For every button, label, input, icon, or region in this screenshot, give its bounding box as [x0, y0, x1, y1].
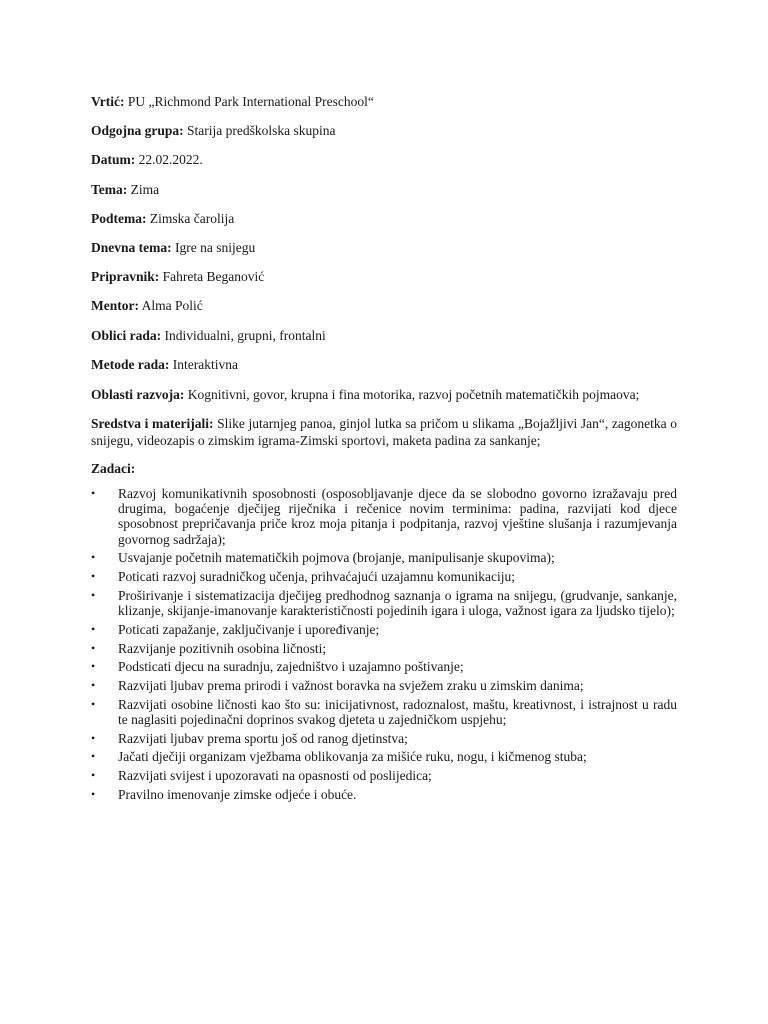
field-row [91, 240, 677, 255]
field-row [91, 211, 677, 226]
bullet-icon: • [91, 485, 96, 500]
field-label: Metode rada: [91, 356, 170, 372]
bullet-icon: • [91, 696, 96, 711]
list-item-text: Podsticati djecu na suradnju, zajedništvo i uzajamno poštivanje; [118, 659, 464, 675]
field-value: Individualni, grupni, frontalni [161, 327, 326, 343]
list-item-text: Poticati zapažanje, zaključivanje i upoređivanje; [118, 621, 380, 637]
header-fields [91, 94, 677, 372]
bullet-icon: • [91, 749, 96, 764]
field-row [91, 182, 677, 197]
list-item [91, 697, 677, 728]
list-item [91, 678, 677, 693]
list-item [91, 569, 677, 584]
field-label: Dnevna tema: [91, 239, 172, 255]
field-label: Oblici rada: [91, 327, 162, 343]
bullet-icon: • [91, 767, 96, 782]
sredstva-i-materijali [91, 415, 677, 449]
list-item-text: Razvijati svijest i upozoravati na opasnosti od poslijedica; [118, 767, 432, 783]
field-row [91, 269, 677, 284]
bullet-icon: • [91, 569, 96, 584]
sredstva-label: Sredstva i materijali: [91, 415, 214, 431]
list-item [91, 787, 677, 802]
bullet-icon: • [91, 587, 96, 602]
list-item [91, 768, 677, 783]
list-item-text: Razvijati ljubav prema sportu još od ranog djetinstva; [118, 730, 408, 746]
tasks-title: Zadaci: [91, 460, 136, 476]
field-value: PU „Richmond Park International Preschool“ [124, 94, 374, 109]
list-item [91, 749, 677, 764]
list-item-text: Pravilno imenovanje zimske odjeće i obuće. [118, 786, 357, 802]
field-row [91, 328, 677, 343]
tasks-list [91, 486, 677, 802]
list-item-text: Poticati razvoj suradničkog učenja, prihvaćajući uzajamnu komunikaciju; [118, 569, 515, 585]
list-item [91, 588, 677, 619]
bullet-icon: • [91, 730, 96, 745]
list-item-text: Razvijanje pozitivnih osobina ličnosti; [118, 640, 327, 656]
list-item-text: Usvajanje početnih matematičkih pojmova (brojanje, manipulisanje skupovima); [118, 550, 555, 566]
field-value: Zimska čarolija [146, 210, 235, 226]
field-row [91, 298, 677, 313]
list-item [91, 550, 677, 565]
list-item-text: Jačati dječiji organizam vježbama oblikovanja za mišiće ruku, nogu, i kičmenog stuba; [118, 749, 587, 765]
bullet-icon: • [91, 677, 96, 692]
oblasti-value: Kognitivni, govor, krupna i fina motorika, razvoj početnih matematičkih pojmaova; [184, 386, 640, 402]
field-row [91, 152, 677, 167]
bullet-icon: • [91, 621, 96, 636]
field-value: Starija predškolska skupina [183, 123, 336, 139]
list-item-text: Razvijati osobine ličnosti kao što su: inicijativnost, radoznalost, maštu, kreativnost, i istrajnost u radu te naglasiti pojedinačni doprinos svakog djeteta u zajedničkom uspjehu; [118, 696, 677, 727]
list-item [91, 659, 677, 674]
field-value: 22.02.2022. [135, 152, 203, 168]
field-row [91, 123, 677, 138]
list-item-text: Proširivanje i sistematizacija dječijeg predhodnog saznanja o igrama na snijegu, (grudvanje, sankanje, klizanje, skijanje-imanovanje karakterističnosti pojedinih igara i uloga, važnost igara za ljudsko tijelo); [118, 587, 677, 619]
field-label: Datum: [91, 152, 136, 168]
bullet-icon: • [91, 659, 96, 674]
list-item [91, 486, 677, 547]
field-value: Zima [127, 181, 160, 197]
list-item-text: Razvoj komunikativnih sposobnosti (osposobljavanje djece da se slobodno govorno izražavaju pred drugima, bogaćenje dječijeg riječnika i rečenice novim terminima: padina, razvijati kod djece sposobnost prepričavanja priče kroz moja pitanja i podpitanja, razvoj vještine slušanja i razumjevanja govornog sadržaja); [118, 485, 677, 547]
field-row [91, 94, 677, 109]
bullet-icon: • [91, 640, 96, 655]
field-label: Odgojna grupa: [91, 123, 184, 139]
list-item [91, 641, 677, 656]
sredstva-value: Slike jutarnjeg panoa, ginjol lutka sa pričom u slikama „Bojažljivi Jan“, zagonetka o snijegu, videozapis o zimskim igrama-Zimski sportovi, maketa padina za sankanje; [91, 415, 677, 448]
field-value: Alma Polić [138, 298, 203, 314]
bullet-icon: • [91, 786, 96, 801]
field-label: Vrtić: [91, 94, 125, 109]
field-label: Tema: [91, 181, 128, 197]
list-item-text: Razvijati ljubav prema prirodi i važnost boravka na svježem zraku u zimskim danima; [118, 677, 584, 693]
field-label: Pripravnik: [91, 269, 160, 285]
field-value: Interaktivna [169, 356, 238, 372]
list-item [91, 622, 677, 637]
field-row [91, 357, 677, 372]
field-label: Mentor: [91, 298, 139, 314]
list-item [91, 731, 677, 746]
field-label: Podtema: [91, 210, 147, 226]
field-value: Igre na snijegu [171, 239, 256, 255]
oblasti-razvoja [91, 386, 677, 403]
field-value: Fahreta Beganović [159, 269, 265, 285]
bullet-icon: • [91, 550, 96, 565]
oblasti-label: Oblasti razvoja: [91, 386, 185, 402]
